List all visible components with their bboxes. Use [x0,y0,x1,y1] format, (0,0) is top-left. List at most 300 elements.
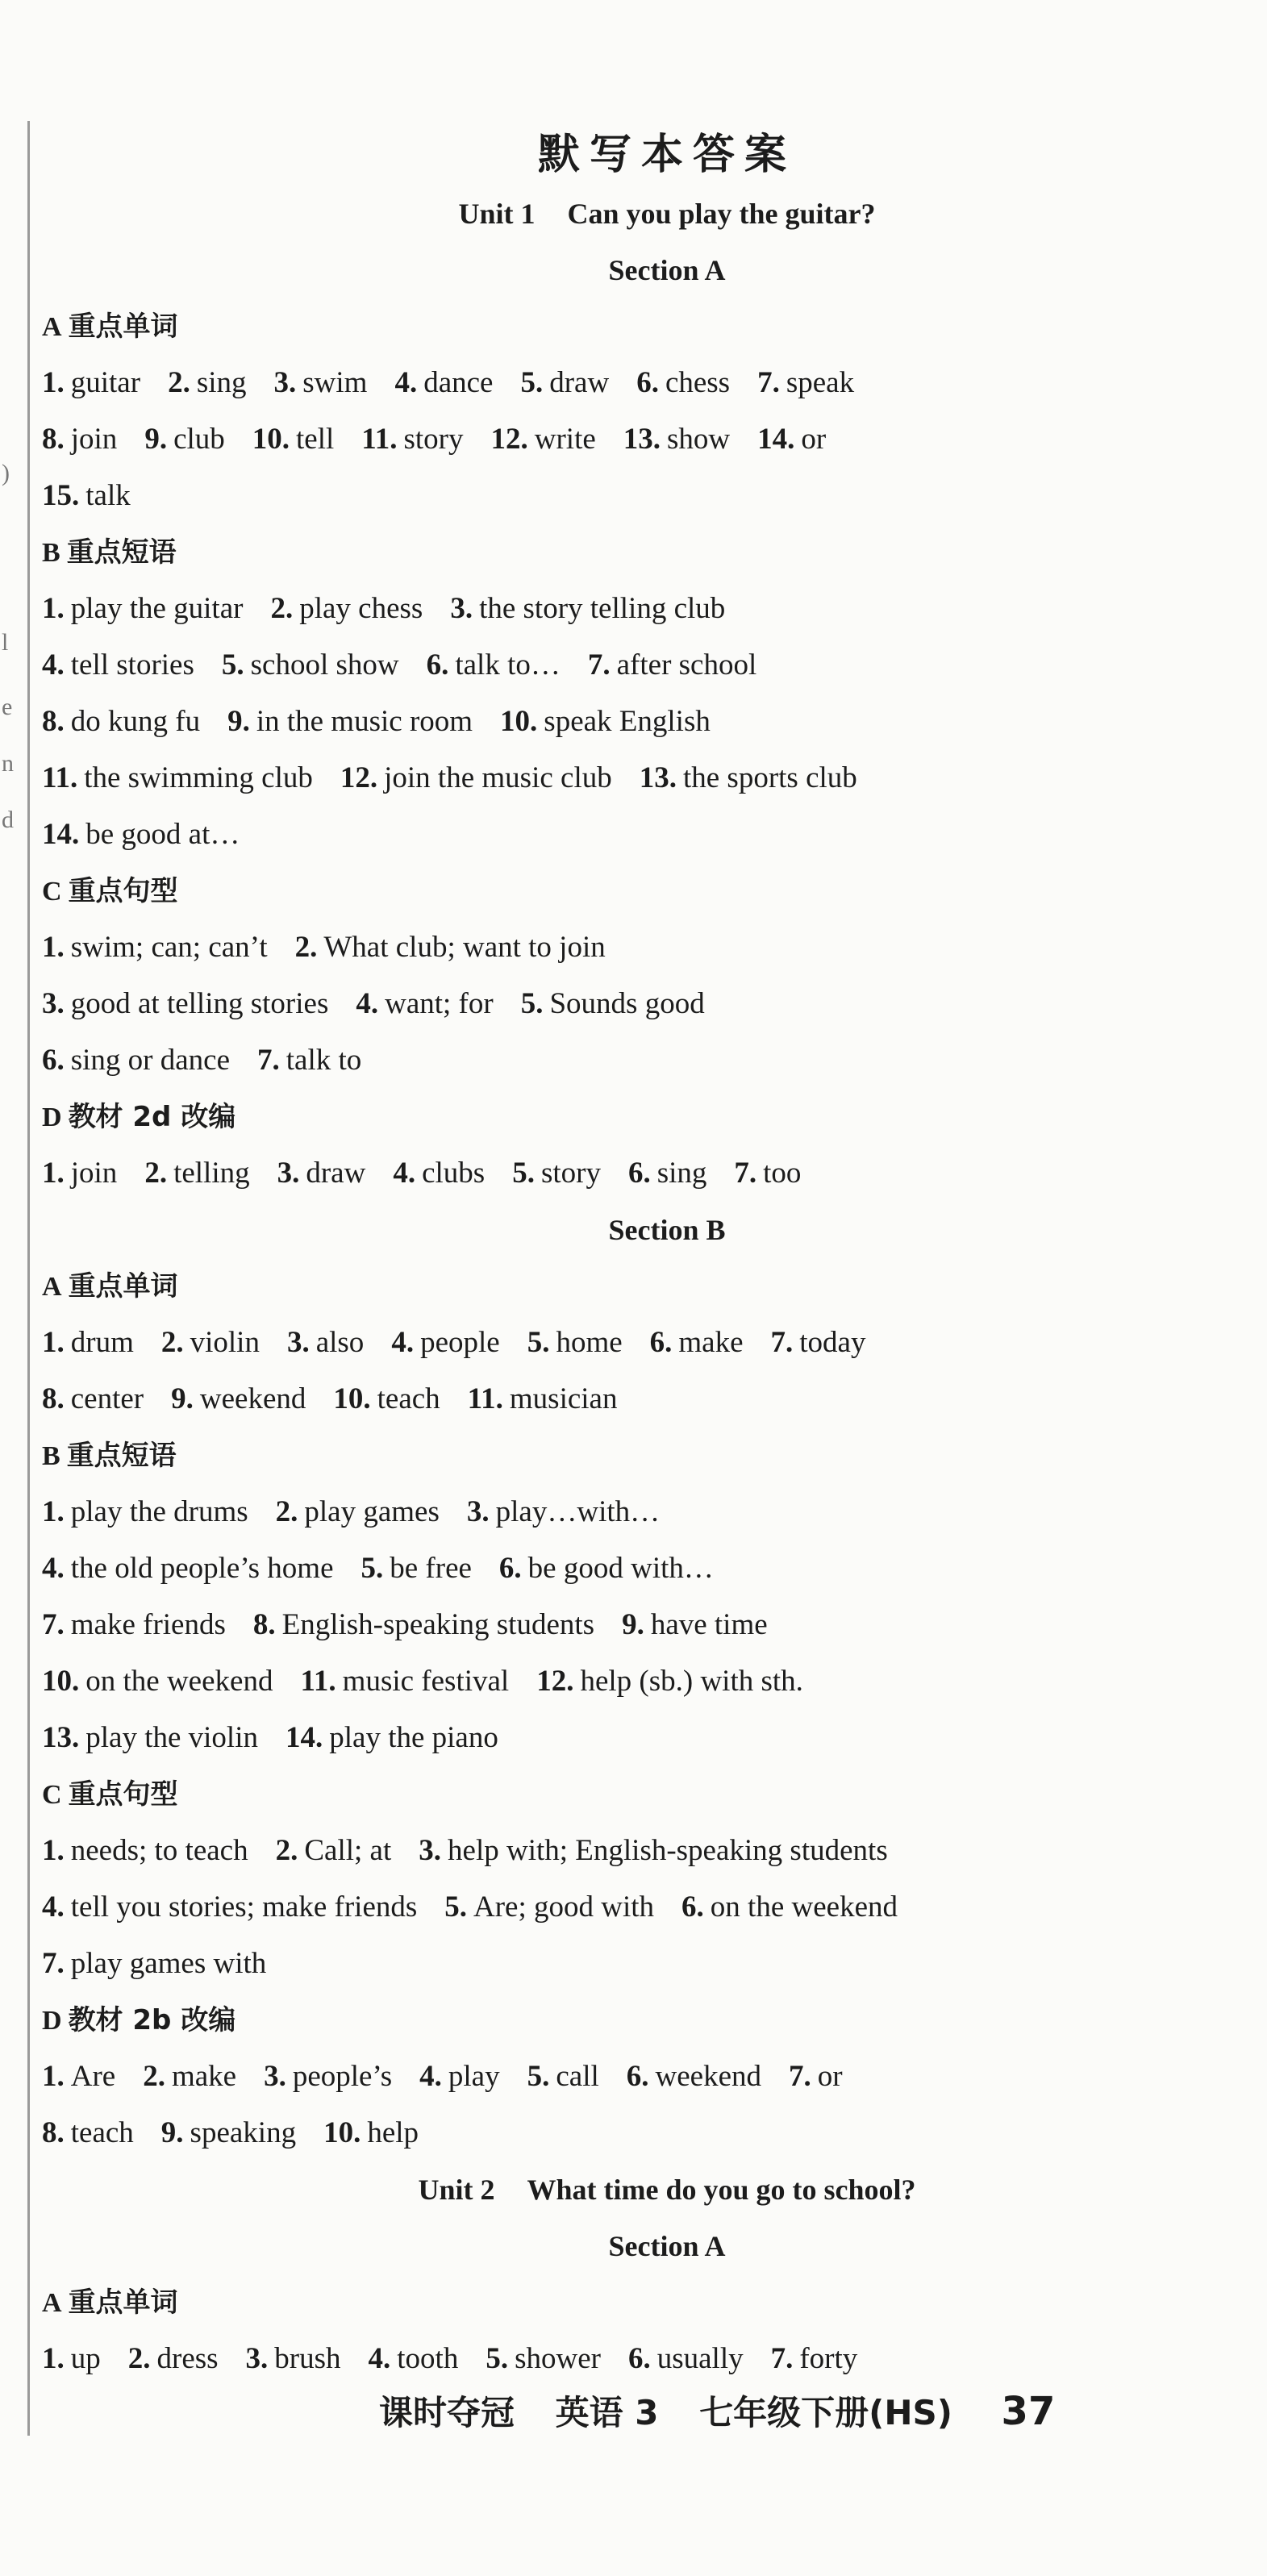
answer-item [42,1879,417,1936]
answer-item [42,581,243,637]
answer-number: 10. [42,1665,80,1698]
answer-text: dance [423,366,494,399]
answer-text: teach [70,2116,134,2149]
answer-number: 2. [294,931,318,964]
answer-number: 5. [486,2342,509,2375]
answer-item [42,807,240,863]
exercise-label: 重点短语 [66,1440,177,1472]
answer-text: make friends [70,1608,226,1641]
answer-text: drum [70,1326,134,1359]
answer-number: 14. [42,818,80,851]
exercise-label: 重点短语 [66,536,177,569]
answer-item [467,1484,660,1540]
answer-text: chess [665,366,731,399]
answer-number: 7. [770,2342,794,2375]
answer-text: speaking [190,2116,297,2149]
answer-number: 11. [467,1382,503,1415]
answer-number: 3. [277,1157,300,1190]
answer-number: 4. [42,1552,65,1585]
answer-item [491,411,596,468]
answer-item [42,411,117,468]
answer-number: 7. [789,2060,811,2093]
answer-line [42,411,1244,468]
answer-text: join [70,423,118,456]
answer-number: 9. [160,2116,184,2149]
answer-item [42,1936,266,1992]
answer-item [42,1484,248,1540]
answer-number: 6. [636,366,659,399]
answer-text: make [171,2060,237,2093]
unit-question: Can you play the guitar? [567,198,876,230]
answer-number: 5. [527,1326,550,1359]
answer-number: 10. [252,423,290,456]
answer-item [500,694,711,750]
answer-item [42,1823,248,1879]
answer-number: 1. [42,1326,65,1359]
answer-item [323,2105,419,2161]
answer-line [42,919,1244,976]
answer-text: forty [799,2342,858,2375]
answer-line [42,1936,1244,1992]
answer-text: be free [390,1552,472,1585]
unit-number: Unit 1 [458,198,536,230]
answer-number: 6. [42,1044,65,1077]
answer-number: 3. [245,2342,269,2375]
answer-number: 2. [168,366,190,399]
answer-item [274,355,368,411]
answer-text: after school [616,648,757,682]
answer-item [42,1597,226,1653]
margin-binding-line [27,121,30,2436]
answer-item [622,1597,768,1653]
exercise-letter: A [42,312,62,342]
answer-text: the story telling club [479,592,726,625]
answer-line [42,1484,1244,1540]
answer-item [300,1653,509,1710]
answer-number: 7. [42,1947,65,1980]
answer-item [276,1823,392,1879]
answer-text: draw [549,366,610,399]
answer-item [295,919,606,976]
answer-item [757,411,826,468]
answer-text: musician [509,1382,618,1415]
answer-line [42,1371,1244,1428]
answer-text: good at telling stories [70,987,329,1020]
answer-item [42,1540,334,1597]
answer-text: be good with… [527,1552,714,1585]
answer-number: 5. [520,366,544,399]
answer-item [253,1597,594,1653]
answer-number: 6. [426,648,449,682]
answer-text: usually [656,2342,744,2375]
margin-fragment: l [2,629,9,656]
answer-item [520,355,609,411]
answer-text: English-speaking students [281,1608,595,1641]
answer-text: guitar [70,366,141,399]
answer-number: 1. [42,1157,65,1190]
answer-line [42,1710,1244,1766]
answer-item [42,468,131,524]
answer-line [42,807,1244,863]
answer-text: people’s [292,2060,393,2093]
answer-text: help with; English-speaking students [448,1834,888,1867]
answer-item [287,1315,364,1371]
section-heading: Section A [608,2230,726,2262]
answer-text: tell stories [70,648,194,682]
answer-number: 4. [393,1157,416,1190]
answer-text: Call; at [304,1834,392,1867]
answer-text: on the weekend [85,1665,273,1698]
exercise-heading [42,298,1244,355]
answer-number: 12. [340,761,378,794]
answer-text: play [448,2060,500,2093]
answer-number: 7. [734,1157,757,1190]
answer-number: 1. [42,2342,65,2375]
answer-line [42,976,1244,1032]
answer-text: needs; to teach [70,1834,248,1867]
answer-number: 10. [333,1382,371,1415]
answer-item [734,1145,801,1202]
page-number: 37 [1001,2389,1056,2434]
answer-item [42,637,194,694]
answer-number: 5. [527,2060,550,2093]
answer-number: 12. [536,1665,574,1698]
answer-text: make [678,1326,744,1359]
exercise-heading [42,1089,1244,1145]
answer-text: or [817,2060,843,2093]
answer-text: tell you stories; make friends [70,1890,418,1924]
margin-fragment: e [2,694,13,720]
section-heading: Section A [608,254,726,286]
answer-item [42,1315,134,1371]
answer-number: 6. [498,1552,522,1585]
exercise-label: 重点单词 [68,2286,178,2319]
exercise-label: 重点单词 [68,1270,178,1303]
answer-item [144,1145,249,1202]
answer-text: play games with [70,1947,267,1980]
answer-item [650,1315,744,1371]
answer-text: do kung fu [70,705,201,738]
answer-number: 13. [639,761,677,794]
answer-item [512,1145,601,1202]
answer-number: 6. [626,2060,649,2093]
answer-text: story [540,1157,601,1190]
answer-number: 1. [42,931,65,964]
exercise-heading [42,1766,1244,1823]
answer-text: sing or dance [70,1044,231,1077]
answer-item [499,1540,714,1597]
answer-text: join the music club [384,761,612,794]
answer-number: 2. [275,1834,298,1867]
answer-number: 3. [286,1326,310,1359]
answer-item [161,2105,296,2161]
answer-item [771,1315,866,1371]
footer-series: 课时夺冠 [379,2393,515,2432]
answer-item [42,1710,258,1766]
answer-item [264,2049,392,2105]
answer-item [161,1315,260,1371]
answer-text: call [556,2060,599,2093]
answer-text: violin [190,1326,260,1359]
answer-number: 2. [144,1157,168,1190]
exercise-letter: B [42,538,60,568]
answer-text: play the violin [85,1721,258,1754]
answer-number: 6. [627,1157,651,1190]
margin-fragment: d [2,807,14,833]
answer-number: 11. [42,761,78,794]
answer-text: Sounds good [549,987,705,1020]
answer-item [42,919,268,976]
answer-number: 13. [42,1721,80,1754]
answer-number: 8. [42,1382,65,1415]
answer-text: speak English [544,705,711,738]
answer-number: 2. [127,2342,151,2375]
exercise-letter: D [42,1103,62,1132]
answer-text: today [799,1326,866,1359]
exercise-heading [42,1992,1244,2049]
answer-item [450,581,725,637]
answer-number: 4. [368,2342,391,2375]
answer-text: play the guitar [70,592,244,625]
answer-item [42,750,313,807]
answer-number: 5. [444,1890,468,1924]
answer-number: 12. [490,423,528,456]
page-footer [379,2379,1084,2444]
answer-text: sing [656,1157,707,1190]
answer-number: 9. [171,1382,194,1415]
answer-text: sing [196,366,247,399]
answer-item [42,1145,117,1202]
exercise-label: 重点单词 [68,311,178,343]
answer-item [285,1710,498,1766]
answer-item [391,1315,499,1371]
answer-line [42,581,1244,637]
answer-number: 3. [42,987,65,1020]
answer-item [171,1371,306,1428]
answer-text: club [173,423,225,456]
answer-text: join [70,1157,118,1190]
answer-number: 3. [273,366,297,399]
answer-text: on the weekend [710,1890,898,1924]
margin-fragment: ) [2,460,10,486]
answer-item [468,1371,618,1428]
answer-text: story [403,423,464,456]
answer-key-content [42,124,1244,2387]
answer-item [252,411,335,468]
answer-line [42,355,1244,411]
answer-number: 10. [323,2116,361,2149]
answer-number: 9. [144,423,168,456]
answer-number: 3. [466,1495,490,1528]
answer-item [356,976,493,1032]
answer-number: 7. [257,1044,280,1077]
answer-text: music festival [342,1665,510,1698]
answer-item [627,2049,761,2105]
answer-text: talk [85,479,131,512]
answer-number: 5. [361,1552,384,1585]
answer-item [521,976,705,1032]
answer-number: 9. [227,705,250,738]
answer-item [42,1653,273,1710]
exercise-heading [42,1258,1244,1315]
answer-item [588,637,756,694]
answer-number: 8. [252,1608,276,1641]
answer-number: 2. [275,1495,298,1528]
answer-text: swim [302,366,368,399]
answer-item [333,1371,440,1428]
answer-line [42,1540,1244,1597]
answer-item [144,411,224,468]
answer-line [42,1823,1244,1879]
answer-number: 2. [143,2060,165,2093]
answer-number: 1. [42,1495,65,1528]
answer-text: want; for [385,987,494,1020]
answer-number: 5. [221,648,244,682]
answer-number: 6. [627,2342,651,2375]
answer-number: 4. [391,1326,415,1359]
answer-item [143,2049,236,2105]
page-title: 默写本答案 [537,130,796,179]
answer-text: telling [173,1157,250,1190]
answer-item [419,1823,887,1879]
answer-text: weekend [199,1382,306,1415]
answer-item [257,1032,361,1089]
answer-line [42,1032,1244,1089]
answer-number: 7. [757,366,780,399]
footer-subject: 英语 3 [555,2393,659,2432]
exercise-letter: C [42,1780,62,1810]
answer-line [42,2105,1244,2161]
answer-number: 2. [270,592,294,625]
answer-text: What club; want to join [323,931,606,964]
answer-text: weekend [655,2060,762,2093]
answer-text: center [70,1382,144,1415]
answer-number: 11. [361,423,398,456]
answer-number: 4. [42,1890,65,1924]
answer-item [227,694,473,750]
answer-text: people [420,1326,500,1359]
answer-item [527,1315,623,1371]
answer-text: help (sb.) with sth. [580,1665,803,1698]
answer-line [42,468,1244,524]
exercise-letter: C [42,877,62,907]
answer-text: talk to [285,1044,362,1077]
answer-text: clubs [422,1157,486,1190]
exercise-letter: A [42,1272,62,1302]
answer-text: tell [296,423,335,456]
answer-text: the swimming club [84,761,313,794]
answer-number: 7. [42,1608,65,1641]
answer-number: 3. [264,2060,286,2093]
answer-text: also [315,1326,365,1359]
answer-text: Are; good with [473,1890,655,1924]
answer-line [42,637,1244,694]
answer-item [393,1145,485,1202]
unit-heading [42,2161,1244,2218]
answer-text: swim; can; can’t [70,931,268,964]
answer-line [42,1597,1244,1653]
exercise-letter: A [42,2288,62,2318]
answer-number: 5. [520,987,544,1020]
answer-item [789,2049,843,2105]
answer-number: 6. [649,1326,673,1359]
answer-item [444,1879,654,1936]
exercise-label: 重点句型 [68,875,178,907]
unit-question: What time do you go to school? [527,2174,916,2206]
answer-number: 7. [587,648,611,682]
answer-item [623,411,730,468]
answer-item [42,976,328,1032]
answer-item [527,2049,599,2105]
answer-number: 1. [42,2060,65,2093]
answer-item [628,1145,706,1202]
answer-number: 1. [42,366,65,399]
answer-line [42,1145,1244,1202]
answer-number: 8. [42,2116,65,2149]
exercise-heading [42,863,1244,919]
answer-text: play games [304,1495,440,1528]
answer-number: 1. [42,592,65,625]
answer-line [42,750,1244,807]
answer-number: 1. [42,1834,65,1867]
answer-text: Are [70,2060,116,2093]
answer-number: 15. [42,479,80,512]
answer-line [42,1315,1244,1371]
exercise-letter: B [42,1441,60,1471]
answer-text: help [367,2116,419,2149]
answer-item [340,750,612,807]
answer-number: 10. [500,705,538,738]
answer-text: play chess [299,592,423,625]
footer-grade: 七年级下册(HS) [699,2393,952,2432]
answer-item [681,1879,898,1936]
answer-text: too [763,1157,802,1190]
answer-item [42,2049,115,2105]
answer-item [128,2331,219,2387]
answer-text: up [70,2342,101,2375]
answer-item [757,355,854,411]
answer-number: 14. [285,1721,323,1754]
answer-text: play the drums [70,1495,248,1528]
answer-number: 4. [42,648,65,682]
exercise-heading [42,524,1244,581]
answer-text: talk to… [455,648,561,682]
answer-item [246,2331,341,2387]
answer-item [276,1484,440,1540]
answer-item [640,750,857,807]
answer-item [419,2049,499,2105]
answer-item [636,355,730,411]
answer-number: 3. [419,1834,442,1867]
margin-fragment: n [2,750,14,777]
answer-item [536,1653,803,1710]
answer-number: 9. [622,1608,644,1641]
unit-heading [42,185,1244,242]
answer-item [42,2331,101,2387]
answer-text: home [556,1326,623,1359]
exercise-label: 重点句型 [68,1778,178,1811]
answer-item [361,1540,472,1597]
answer-line [42,1879,1244,1936]
answer-item [42,2105,134,2161]
answer-text: tooth [397,2342,459,2375]
unit-number: Unit 2 [418,2174,495,2206]
answer-text: the old people’s home [70,1552,334,1585]
answer-text: play…with… [495,1495,661,1528]
answer-text: dress [156,2342,219,2375]
exercise-heading [42,2274,1244,2331]
answer-number: 4. [356,987,379,1020]
